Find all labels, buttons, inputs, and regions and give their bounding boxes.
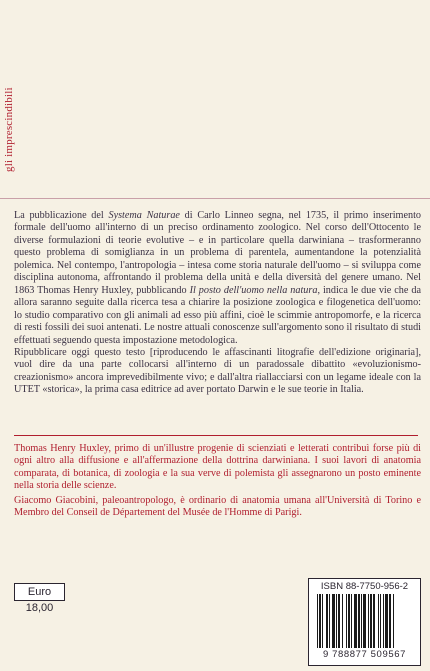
back-cover-blurb: [14, 210, 421, 397]
author-bios: [14, 443, 421, 522]
bio-huxley: Thomas Henry Huxley, primo di un'illustre progenie di scienziati e letterati contribuì forse più di ogni altro alla diffusione e all'affermazione della dottrina darwiniana. I suoi lavori di anatomia comparata, di botanica, di zoologia e la sua verve di polemista gli assegnarono un posto eminente nella storia delle scienze.: [14, 443, 421, 492]
series-label: [3, 12, 17, 172]
blurb-text: , indica le due vie che da allora saranno seguite dalla ricerca tesa a chiarire la posizione zoologica e filogenetica dell'uomo: lo studio comparativo con gli animali ad esso più affini, cioè le scimmie antropomorfe, e la ricerca di resti fossili dei suoi antenati. Le nostre attuali conoscenze sull'argomento sono il risultato di studi effettuati seguendo questa impostazione metodologica.: [14, 284, 421, 346]
blurb-paragraph-1: [14, 210, 421, 347]
book-title-posto-uomo: Il posto dell'uomo nella natura: [189, 284, 318, 296]
section-divider: [14, 435, 418, 436]
blurb-paragraph-2: Ripubblicare oggi questo testo [riproducendo le affascinanti litografie dell'edizione originaria], vuol dire da una parte collocarsi all'interno di un paradossale dibattito «evoluzionismo-creazionismo» ancora imprevedibilmente vivo; e dall'altra riallacciarsi con un legame ideale con la UTET «storica», la prima casa editrice ad aver portato Darwin e le sue teorie in Italia.: [14, 346, 421, 396]
barcode-bars-icon: [317, 594, 413, 648]
isbn-number: ISBN 88-7750-956-2: [320, 581, 409, 592]
book-title-systema-naturae: Systema Naturae: [108, 210, 180, 221]
blurb-text: La pubblicazione del: [14, 210, 109, 221]
barcode-block: [308, 578, 421, 666]
series-label-text: gli imprescindibili: [3, 87, 15, 172]
ean-number: 9 788877 509567: [323, 649, 406, 660]
top-divider: [0, 198, 430, 199]
bio-giacobini: Giacomo Giacobini, paleoantropologo, è ordinario di anatomia umana all'Università di Torino e Membro del Conseil de Département del Musée de l'Homme di Parigi.: [14, 494, 421, 519]
blurb-text: di Carlo Linneo segna, nel 1735, il primo inserimento formale dell'uomo all'interno di un preciso ordinamento zoologico. Nel corso dell'Ottocento le diverse formulazioni di teorie evolutive – e in particolare quella darwiniana – trasformeranno questo problema di somiglianza in un problema di parentela, aumentandone la potenzialità polemica. Nel contempo, l'antropologia – intesa come storia naturale dell'uomo – si sviluppa come disciplina autonoma, affrontando il problema della unità e della diversità del genere umano. Nel 1863 Thomas Henry Huxley, pubblicando: [14, 210, 421, 296]
price-label: Euro 18,00: [14, 583, 65, 601]
